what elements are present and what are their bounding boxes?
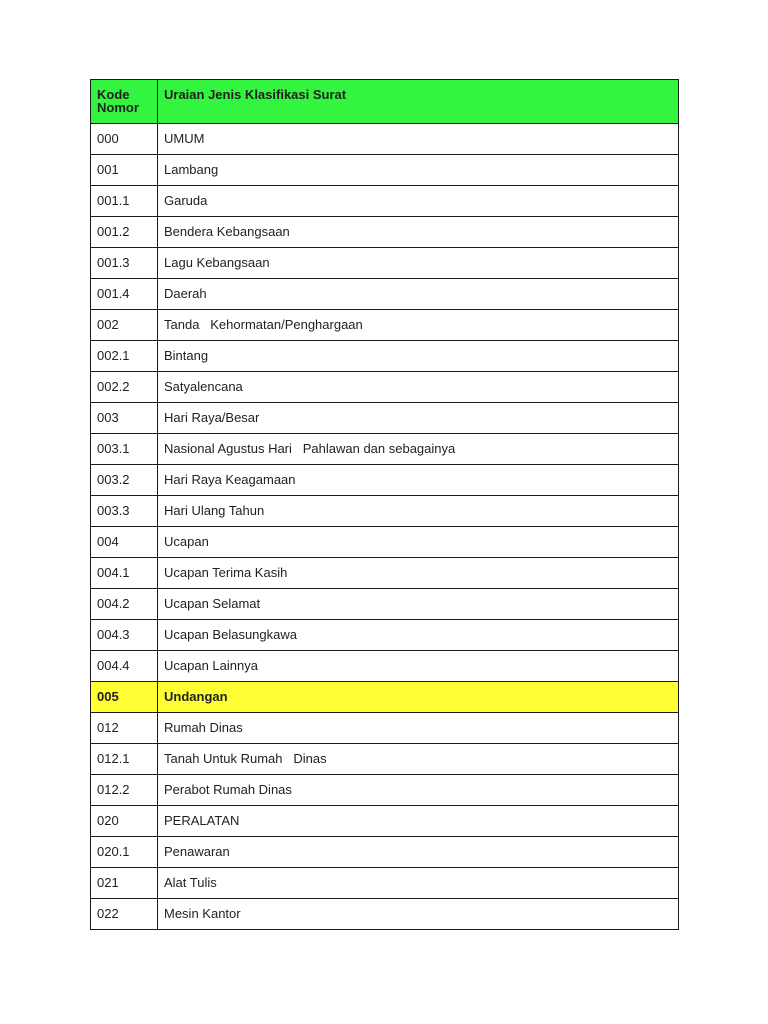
description-cell: Penawaran	[158, 837, 679, 868]
code-cell: 020	[91, 806, 158, 837]
code-cell: 001	[91, 155, 158, 186]
code-cell: 002	[91, 310, 158, 341]
code-cell: 001.4	[91, 279, 158, 310]
table-row	[91, 558, 679, 589]
description-cell: PERALATAN	[158, 806, 679, 837]
description-cell: Tanah Untuk Rumah Dinas	[158, 744, 679, 775]
code-cell: 021	[91, 868, 158, 899]
description-cell: Undangan	[158, 682, 679, 713]
table-row	[91, 248, 679, 279]
table-row	[91, 186, 679, 217]
code-cell: 000	[91, 124, 158, 155]
description-cell: Daerah	[158, 279, 679, 310]
table-body	[91, 124, 679, 930]
code-cell: 004.1	[91, 558, 158, 589]
code-cell: 003.2	[91, 465, 158, 496]
description-cell: Ucapan Lainnya	[158, 651, 679, 682]
table-row	[91, 124, 679, 155]
code-cell: 012	[91, 713, 158, 744]
header-row	[91, 80, 679, 124]
table-row	[91, 434, 679, 465]
code-cell: 004	[91, 527, 158, 558]
table-row	[91, 496, 679, 527]
description-cell: Satyalencana	[158, 372, 679, 403]
table-row	[91, 620, 679, 651]
header-kode-nomor: Kode Nomor	[91, 80, 158, 124]
code-cell: 001.1	[91, 186, 158, 217]
code-cell: 012.2	[91, 775, 158, 806]
code-cell: 020.1	[91, 837, 158, 868]
code-cell: 022	[91, 899, 158, 930]
table-row	[91, 372, 679, 403]
table-header	[91, 80, 679, 124]
table-row	[91, 527, 679, 558]
table-row	[91, 341, 679, 372]
table-row	[91, 279, 679, 310]
description-cell: Mesin Kantor	[158, 899, 679, 930]
description-cell: Ucapan	[158, 527, 679, 558]
table-row	[91, 217, 679, 248]
table-row	[91, 806, 679, 837]
code-cell: 004.4	[91, 651, 158, 682]
description-cell: Ucapan Belasungkawa	[158, 620, 679, 651]
description-cell: Hari Raya/Besar	[158, 403, 679, 434]
table-row	[91, 713, 679, 744]
description-cell: Rumah Dinas	[158, 713, 679, 744]
table-row	[91, 868, 679, 899]
description-cell: Lambang	[158, 155, 679, 186]
description-cell: Lagu Kebangsaan	[158, 248, 679, 279]
table-row	[91, 682, 679, 713]
code-cell: 004.2	[91, 589, 158, 620]
code-cell: 005	[91, 682, 158, 713]
header-uraian: Uraian Jenis Klasifikasi Surat	[158, 80, 679, 124]
code-cell: 003	[91, 403, 158, 434]
table-row	[91, 837, 679, 868]
table-row	[91, 775, 679, 806]
description-cell: Bendera Kebangsaan	[158, 217, 679, 248]
description-cell: UMUM	[158, 124, 679, 155]
description-cell: Garuda	[158, 186, 679, 217]
code-cell: 002.1	[91, 341, 158, 372]
description-cell: Ucapan Terima Kasih	[158, 558, 679, 589]
code-cell: 003.3	[91, 496, 158, 527]
description-cell: Tanda Kehormatan/Penghargaan	[158, 310, 679, 341]
code-cell: 012.1	[91, 744, 158, 775]
code-cell: 002.2	[91, 372, 158, 403]
description-cell: Ucapan Selamat	[158, 589, 679, 620]
table-row	[91, 651, 679, 682]
description-cell: Alat Tulis	[158, 868, 679, 899]
description-cell: Hari Raya Keagamaan	[158, 465, 679, 496]
code-cell: 004.3	[91, 620, 158, 651]
description-cell: Nasional Agustus Hari Pahlawan dan sebagainya	[158, 434, 679, 465]
code-cell: 003.1	[91, 434, 158, 465]
table-row	[91, 465, 679, 496]
code-cell: 001.3	[91, 248, 158, 279]
code-cell: 001.2	[91, 217, 158, 248]
table-row	[91, 403, 679, 434]
description-cell: Perabot Rumah Dinas	[158, 775, 679, 806]
table-row	[91, 589, 679, 620]
description-cell: Bintang	[158, 341, 679, 372]
description-cell: Hari Ulang Tahun	[158, 496, 679, 527]
table-row	[91, 155, 679, 186]
table-row	[91, 744, 679, 775]
table-row	[91, 899, 679, 930]
classification-table	[90, 79, 679, 930]
table-row	[91, 310, 679, 341]
